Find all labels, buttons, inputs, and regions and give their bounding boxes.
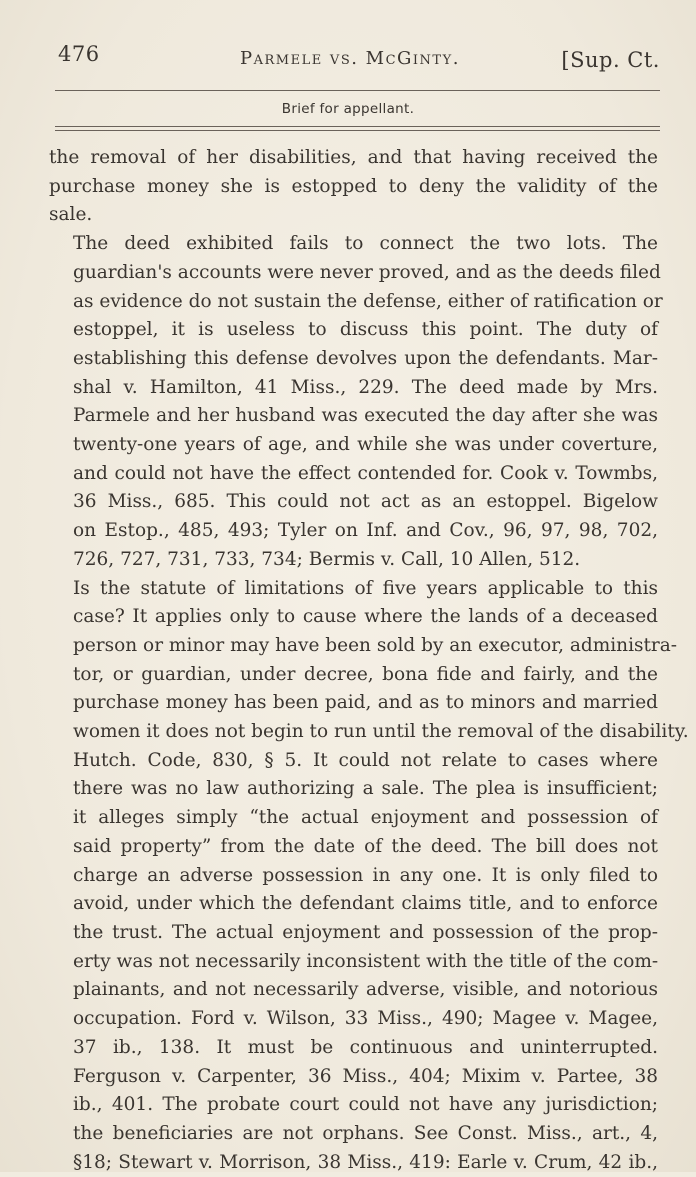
text-line: said property” from the date of the deed. The bill does not [73,835,658,857]
text-line: purchase money has been paid, and as to minors and married [73,692,658,714]
text-line: Ferguson v. Carpenter, 36 Miss., 404; Mixim v. Partee, 38 [73,1065,658,1087]
text-line: Hutch. Code, 830, § 5. It could not relate to cases where [73,749,658,771]
page-number: 476 [58,42,100,66]
brief-label: Brief for appellant. [281,101,415,117]
text-line: avoid, under which the defendant claims title, and to enforce [73,893,658,915]
text-line: the removal of her disabilities, and that having received the [49,147,658,168]
text-line: occupation. Ford v. Wilson, 33 Miss., 490; Magee v. Magee, [73,1008,658,1030]
text-line: 37 ib., 138. It must be continuous and uninterrupted. [73,1036,658,1058]
paragraph-3 [49,575,689,1177]
text-line: 36 Miss., 685. This could not act as an estoppel. Bigelow [73,491,658,513]
text-line: Parmele and her husband was executed the day after she was [73,405,658,427]
text-line: §18; Stewart v. Morrison, 38 Miss., 419: Earle v. Crum, 42 ib., [73,1151,658,1173]
header-rule-bottom-thin [55,130,660,131]
text-line: the beneficiaries are not orphans. See Const. Miss., art., 4, [73,1122,658,1144]
text-line: estoppel, it is useless to discuss this point. The duty of [73,319,658,341]
text-line: establishing this defense devolves upon the defendants. Mar- [73,347,658,369]
text-line: purchase money she is estopped to deny the validity of the [49,175,658,197]
text-line: tor, or guardian, under decree, bona fide and fairly, and the [73,663,658,685]
text-line: shal v. Hamilton, 41 Miss., 229. The deed made by Mrs. [73,376,658,398]
text-line: women it does not begin to run until the removal of the disability. [73,721,689,743]
text-line: ib., 401. The probate court could not have any jurisdiction; [73,1094,658,1116]
text-line: on Estop., 485, 493; Tyler on Inf. and Cov., 96, 97, 98, 702, [73,520,658,542]
text-line: Is the statute of limitations of five years applicable to this [73,577,658,599]
text-line: person or minor may have been sold by an executor, administra- [73,634,678,656]
text-line: twenty-one years of age, and while she was under coverture, [73,434,658,456]
court-label: [Sup. Ct. [561,48,660,72]
paragraph-1 [49,144,658,230]
running-title: Parmele vs. McGinty. [240,48,460,69]
page-header [52,42,660,76]
text-line: plainants, and not necessarily adverse, visible, and notorious [73,979,658,1001]
text-line: it alleges simply “the actual enjoyment and possession of [73,807,658,829]
text-line: 726, 727, 731, 733, 734; Bermis v. Call, 10 Allen, 512. [73,548,581,570]
text-line: as evidence do not sustain the defense, either of ratification or [73,290,663,312]
text-line: guardian's accounts were never proved, and as the deeds filed [73,261,661,283]
paragraph-2 [49,230,663,574]
body-text [49,144,689,1177]
text-line: The deed exhibited fails to connect the two lots. The [73,233,658,255]
text-line: erty was not necessarily inconsistent with the title of the com- [73,950,659,972]
text-line: the trust. The actual enjoyment and possession of the prop- [73,921,658,943]
text-line: sale. [49,204,93,226]
text-line: and could not have the effect contended for. Cook v. Towmbs, [73,462,658,484]
text-line: case? It applies only to cause where the lands of a deceased [73,606,658,628]
text-line: there was no law authorizing a sale. The plea is insufficient; [73,778,658,800]
text-line: charge an adverse possession in any one. It is only filed to [73,864,658,886]
header-rule-top [55,90,660,91]
header-rule-bottom [55,126,660,127]
